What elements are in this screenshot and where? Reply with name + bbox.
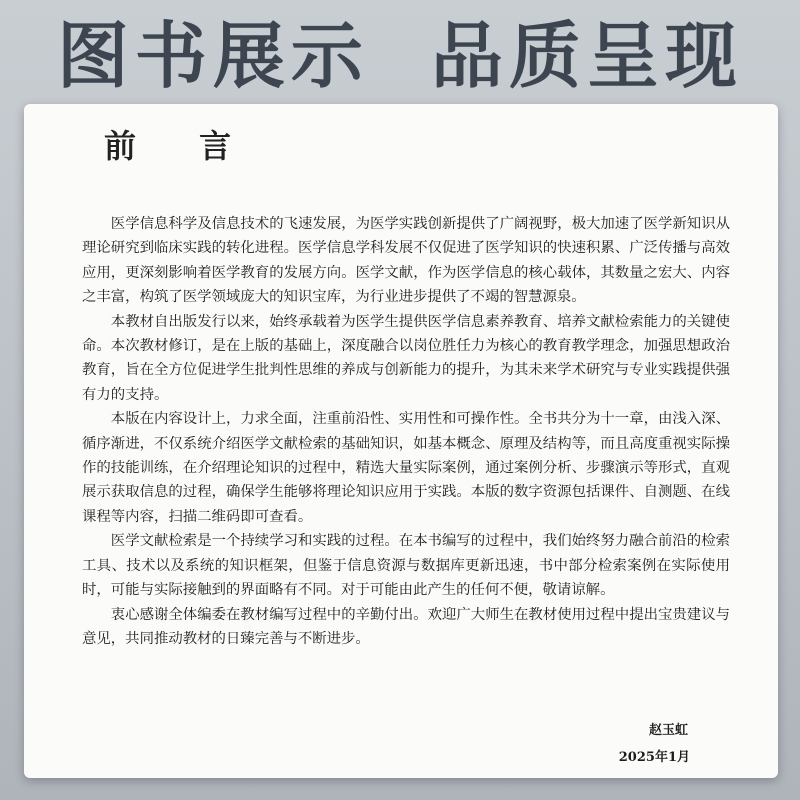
paragraph-5: 衷心感谢全体编委在教材编写过程中的辛勤付出。欢迎广大师生在教材使用过程中提出宝贵建议与意见，共同推动教材的日臻完善与不断进步。 [82,606,730,647]
author-signature: 赵玉虹 [648,723,688,738]
page-heading: 前 言 [104,127,258,165]
paragraph-1: 医学信息科学及信息技术的飞速发展，为医学实践创新提供了广阔视野，极大加速了医学新知识从理论研究到临床实践的转化进程。医学信息学科发展不仅促进了医学知识的快速积累、广泛传播与高效应用，更深刻影响着医学教育的发展方向。医学文献，作为医学信息的核心载体，其数量之宏大、内容之丰富，构筑了医学领域庞大的知识宝库，为行业进步提供了不竭的智慧源泉。 [82,216,730,306]
book-page [24,104,778,778]
date-line: 2025年1月 [618,750,690,765]
banner-title: 图书展示 品质呈现 [56,14,744,98]
paragraph-4: 医学文献检索是一个持续学习和实践的过程。在本书编写的过程中，我们始终努力融合前沿的检索工具、技术以及系统的知识框架，但鉴于信息资源与数据库更新迅速，书中部分检索案例在实际使用时，可能与实际接触到的界面略有不同。对于可能由此产生的任何不便，敬请谅解。 [82,533,730,599]
promo-banner [0,0,800,100]
paragraph-3: 本版在内容设计上，力求全面，注重前沿性、实用性和可操作性。全书共分为十一章，由浅入深、循序渐进，不仅系统介绍医学文献检索的基础知识，如基本概念、原理及结构等，而且高度重视实际操作的技能训练，在介绍理论知识的过程中，精选大量实际案例，通过案例分析、步骤演示等形式，直观展示获取信息的过程，确保学生能够将理论知识应用于实践。本版的数字资源包括课件、自测题、在线课程等内容，扫描二维码即可查看。 [82,411,730,525]
paragraph-2: 本教材自出版发行以来，始终承载着为医学生提供医学信息素养教育、培养文献检索能力的关键使命。本次教材修订，是在上版的基础上，深度融合以岗位胜任力为核心的教育教学理念，加强思想政治教育，旨在全方位促进学生批判性思维的养成与创新能力的提升，为其未来学术研究与专业实践提供强有力的支持。 [82,313,730,403]
